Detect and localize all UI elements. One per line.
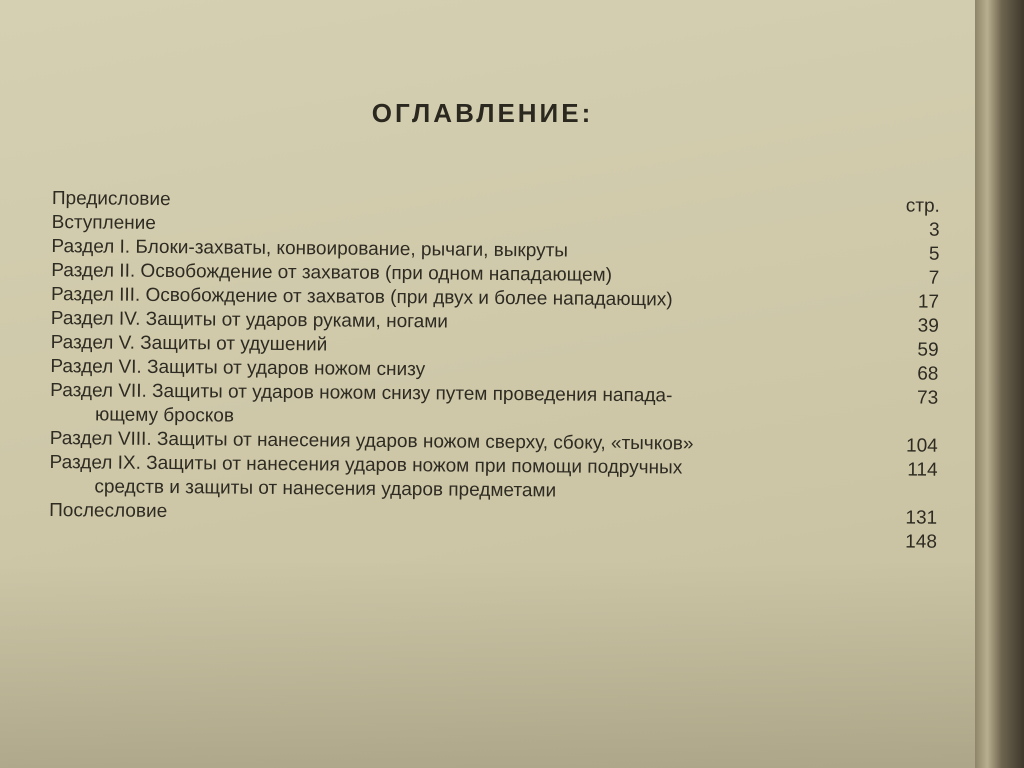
toc-entry-page: 59 [917,339,939,361]
page-edge [975,0,1024,768]
toc-entry-page: 104 [905,435,938,457]
toc-entry-page: 73 [916,387,939,409]
toc-entry-page: 39 [917,315,939,337]
toc-entry-label: Раздел VIII. Защиты от нанесения ударов ножом сверху, сбоку, «тычков» [49,427,694,455]
toc-entry-page: 3 [928,219,940,241]
toc-entry-label: Раздел III. Освобождение от захватов (при двух и более нападающих) [50,283,673,311]
toc-entry-label: Раздел IX. Защиты от нанесения ударов ножом при помощи подручных [49,451,683,479]
toc-entry-page: 7 [928,267,940,289]
toc-entry-page: 148 [905,531,938,553]
toc-entry-page: 5 [928,243,940,265]
page-column-label: стр. [905,195,940,217]
toc-entry-label-continuation: средств и защиты от нанесения ударов предметами [94,476,557,502]
toc-entry-label: Предисловие [51,187,171,211]
toc-entry-label: Раздел VII. Защиты от ударов ножом снизу путем проведения напада- [50,379,673,407]
toc-entry-label: Раздел II. Освобождение от захватов (при одном нападающем) [51,259,613,286]
toc-entry-label: Раздел VI. Защиты от ударов ножом снизу [50,355,426,381]
toc-entry-label: Вступление [51,211,156,234]
toc-entry-page: 17 [917,291,940,313]
page-shadow [0,560,985,768]
page-title [0,98,985,129]
toc-entry-label: Раздел V. Защиты от удушений [50,331,328,356]
toc-entry-page: 114 [907,459,938,481]
toc-list [49,187,952,553]
page-title-text: ОГЛАВЛЕНИЕ: [371,98,594,128]
toc-entry-label: Раздел I. Блоки-захваты, конвоирование, рычаги, выкруты [51,235,569,262]
toc-entry-label-continuation: ющему бросков [94,404,235,427]
toc-entry-label: Послесловие [49,499,168,523]
toc-entry-page: 131 [905,507,938,529]
toc-entry-page: 68 [917,363,939,385]
toc-entry-label: Раздел IV. Защиты от ударов руками, ногами [50,307,449,333]
